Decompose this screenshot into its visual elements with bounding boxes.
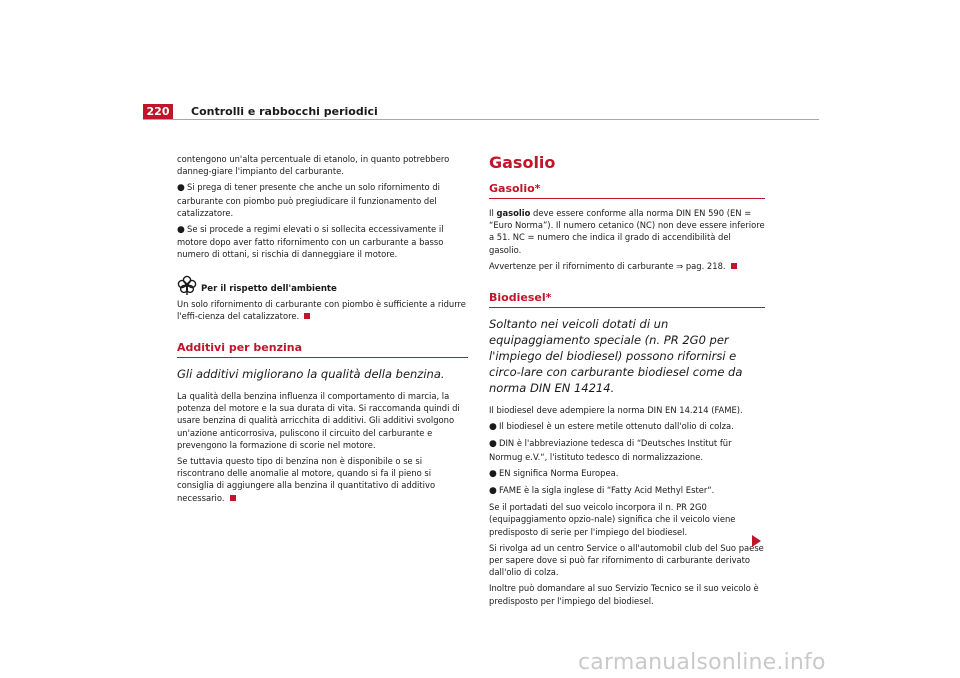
- biodiesel-paragraph-1: Il biodiesel deve adempiere la norma DIN EN 14.214 (FAME).: [489, 405, 743, 416]
- list-item: ● Si prega di tener presente che anche un solo rifornimento di carburante con piombo può pregiudicare il funzionamento del catalizzatore.: [177, 182, 440, 218]
- section-heading-additivi: Additivi per benzina: [177, 340, 468, 358]
- next-page-arrow-icon[interactable]: [752, 535, 761, 547]
- biodiesel-paragraph-4: Inoltre può domandare al suo Servizio Tecnico se il suo veicolo è predisposto per l'impiego del biodiesel.: [489, 583, 759, 606]
- bullet-icon: ●: [177, 183, 185, 194]
- end-of-section-icon: [304, 313, 310, 319]
- right-column: [489, 153, 765, 611]
- additivi-paragraph-1: La qualità della benzina influenza il comportamento di marcia, la potenza del motore e la sua durata di vita. Si raccomanda quindi di usare benzina di qualità arricchita di additivi. Gli additivi svolgono un'azione anticorrosiva, puliscono il circuito del carburante e prevengono la formazione di scorie nel motore.: [177, 391, 460, 450]
- environment-note-title: Per il rispetto dell'ambiente: [201, 283, 337, 294]
- gasolio-paragraph-2: Avvertenze per il rifornimento di carburante ⇒ pag. 218.: [489, 260, 765, 272]
- intro-paragraph: contengono un'alta percentuale di etanolo, in quanto potrebbero danneg-giare l'impianto del carburante.: [177, 154, 450, 177]
- bullet-icon: ●: [489, 422, 497, 433]
- environment-note-text: Un solo rifornimento di carburante con piombo è sufficiente a ridurre l'effi-cienza del catalizzatore.: [177, 298, 466, 321]
- list-item: ● FAME è la sigla inglese di “Fatty Acid Methyl Ester“.: [489, 485, 715, 497]
- section-heading-biodiesel: Biodiesel*: [489, 290, 765, 308]
- list-item: ● Se si procede a regimi elevati o si sollecita eccessivamente il motore dopo aver fatto rifornimento con un carburante a basso numero di ottani, si rischia di danneggiare il motore.: [177, 224, 444, 260]
- environment-note-header: [177, 275, 468, 295]
- bullet-icon: ●: [489, 486, 497, 497]
- end-of-section-icon: [230, 495, 236, 501]
- fuel-bullet-list: [177, 181, 468, 260]
- header-rule: [143, 119, 819, 120]
- running-title: Controlli e rabbocchi periodici: [191, 105, 378, 118]
- biodiesel-bullet-list: [489, 420, 765, 497]
- list-item: ● EN significa Norma Europea.: [489, 467, 619, 479]
- list-item: ● DIN è l'abbreviazione tedesca di “Deutsches Institut für Normug e.V.“, l'istituto tedesco di normalizzazione.: [489, 438, 732, 462]
- section-subtitle-biodiesel: Soltanto nei veicoli dotati di un equipaggiamento speciale (n. PR 2G0 per l'impiego del biodiesel) possono rifornirsi e circo-lare con carburante biodiesel come da norma DIN EN 14214.: [489, 317, 743, 396]
- chapter-title-gasolio: Gasolio: [489, 153, 556, 172]
- list-item: ● Il biodiesel è un estere metile ottenuto dall'olio di colza.: [489, 421, 734, 433]
- bullet-icon: ●: [489, 439, 497, 450]
- section-subtitle-additivi: Gli additivi migliorano la qualità della benzina.: [177, 367, 445, 382]
- biodiesel-paragraph-3: Si rivolga ad un centro Service o all'automobil club del Suo paese per sapere dove si può far rifornimento di carburante derivato dall'olio di colza.: [489, 542, 764, 578]
- gasolio-paragraph-1: Il gasolio deve essere conforme alla norma DIN EN 590 (EN = “Euro Norma”). Il numero cetanico (NC) non deve essere inferiore a 51. NC = numero che indica il grado di accendibilità del gasolio.: [489, 208, 765, 255]
- watermark: carmanualsonline.info: [578, 650, 826, 675]
- biodiesel-paragraph-2: Se il portadati del suo veicolo incorpora il n. PR 2G0 (equipaggiamento opzio-nale) significa che il veicolo viene predisposto di serie per l'impiego del biodiesel.: [489, 502, 736, 537]
- additivi-paragraph-2: Se tuttavia questo tipo di benzina non è disponibile o se si riscontrano delle anomalie al motore, quando si fa il pieno si consiglia di aggiungere alla benzina il quantitativo di additivo necessario.: [177, 456, 436, 503]
- left-column: [177, 153, 468, 508]
- end-of-section-icon: [731, 263, 737, 269]
- environment-flower-icon: [177, 275, 197, 295]
- page-number: 220: [143, 104, 173, 120]
- bullet-icon: ●: [489, 468, 497, 479]
- bullet-icon: ●: [177, 225, 185, 236]
- section-heading-gasolio: Gasolio*: [489, 181, 765, 199]
